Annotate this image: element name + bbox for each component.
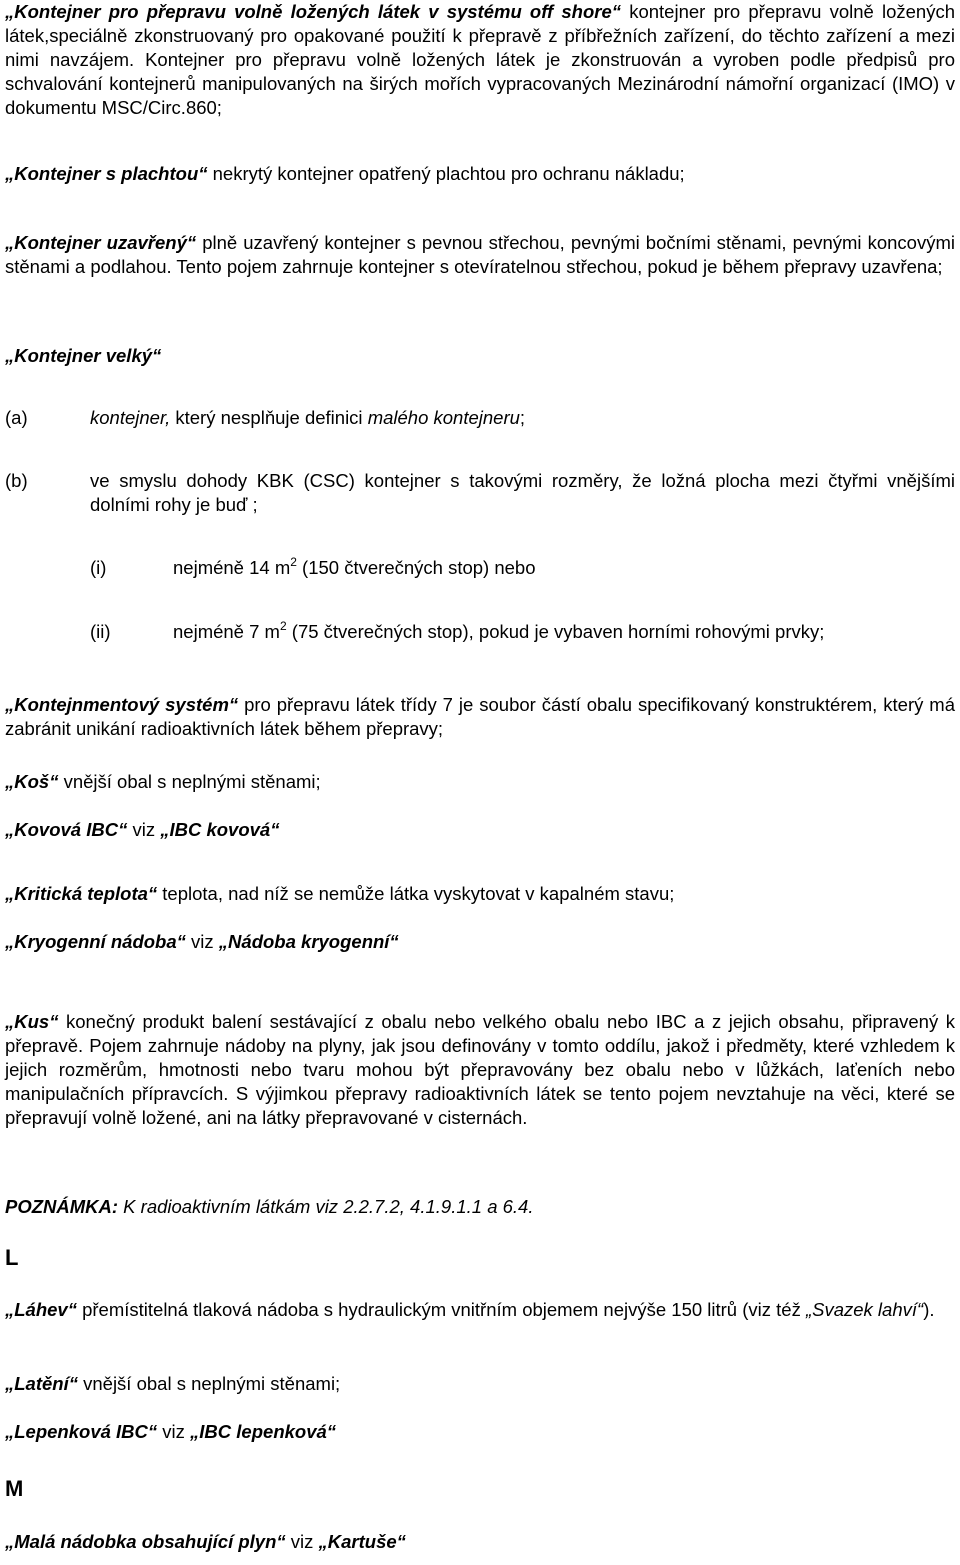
viz: viz <box>185 931 219 952</box>
note-text: K radioaktivním látkám viz 2.2.7.2, 4.1.9.1.1 a 6.4. <box>118 1196 534 1217</box>
term: „Lepenková IBC“ <box>5 1421 158 1442</box>
entry-kontejner-velky <box>5 344 955 368</box>
reference: „Kartuše“ <box>318 1531 406 1552</box>
definition: pro přepravu látek třídy 7 je soubor částí obalu specifikovaný konstruktérem, který má zabránit unikání radioaktivních látek během přepravy; <box>5 694 955 739</box>
entry-kus <box>5 1010 955 1130</box>
term: „Koš“ <box>5 771 59 792</box>
entry-kontejnmentovy-system <box>5 693 955 741</box>
reference: „Nádoba kryogenní“ <box>218 931 399 952</box>
definition: teplota, nad níž se nemůže látka vyskytovat v kapalném stavu; <box>157 883 675 904</box>
entry-lepenkova-ibc <box>5 1420 955 1444</box>
sub-item-ii <box>5 620 955 644</box>
list-text: ve smyslu dohody KBK (CSC) kontejner s takovými rozměry, že ložná plocha mezi čtyřmi vnějšími dolními rohy je buď ; <box>90 470 955 515</box>
viz: viz <box>127 819 161 840</box>
term: „Kontejner uzavřený“ <box>5 232 197 253</box>
sub-label: (i) <box>90 557 107 578</box>
term: „Kus“ <box>5 1011 59 1032</box>
reference: „IBC lepenková“ <box>190 1421 337 1442</box>
viz: viz <box>157 1421 191 1442</box>
term: „Malá nádobka obsahující plyn“ <box>5 1531 286 1552</box>
reference: „Svazek lahví“ <box>805 1299 924 1320</box>
section-letter-l: L <box>5 1245 19 1270</box>
entry-kontejner-plachta <box>5 162 955 186</box>
entry-mala-nadobka <box>5 1530 955 1554</box>
entry-kontejner-offshore <box>5 0 955 120</box>
term: „Kontejnmentový systém“ <box>5 694 239 715</box>
entry-kriticka-teplota <box>5 882 955 906</box>
viz: viz <box>285 1531 319 1552</box>
definition: vnější obal s neplnými stěnami; <box>58 771 321 792</box>
note <box>5 1195 955 1219</box>
definition: vnější obal s neplnými stěnami; <box>77 1373 341 1394</box>
sub-item-i <box>5 556 955 580</box>
definition: přemístitelná tlaková nádoba s hydraulickým vnitřním objemem nejvýše 150 litrů (viz též <box>76 1299 806 1320</box>
sub-text: nejméně 14 $m^2$ (150 čtverečných stop) nebo <box>173 555 536 578</box>
list-item-b <box>5 469 955 517</box>
entry-kontejner-uzavreny <box>5 231 955 279</box>
term: „Kontejner pro přepravu volně ložených látek v systému off shore“ <box>5 1 622 22</box>
definition: plně uzavřený kontejner s pevnou střechou, pevnými bočními stěnami, pevnými koncovými stěnami a podlahou. Tento pojem zahrnuje kontejner s otevíratelnou střechou, pokud je během přepravy uzavřena; <box>5 232 955 277</box>
definition: konečný produkt balení sestávající z obalu nebo velkého obalu nebo IBC a z jejich obsahu, připravený k přepravě. Pojem zahrnuje nádoby na plyny, jak jsou definovány v tomto oddílu, jakož i předměty, které vzhledem k jejich rozměrům, hmotnosti nebo tvaru mohou být přepravovány bez obalu nebo v lůžkách, laťeních nebo manipulačních přípravcích. S výjimkou přepravy radioaktivních látek se tento pojem nevztahuje na věci, které se přepravují volně ložené, ani na látky přepravované v cisternách. <box>5 1011 955 1128</box>
entry-kovova-ibc <box>5 818 955 842</box>
definition: kontejner pro přepravu volně ložených látek,speciálně zkonstruovaný pro opakované použití k přepravě z příbřežních zařízení, do těchto zařízení a mezi nimi navzájem. Kontejner pro přepravu volně ložených látek je zkonstruován a vyroben podle předpisů pro schvalování kontejnerů manipulovaných na širých mořích vypracovaných Mezinárodní námořní organizací (IMO) v dokumentu MSC/Circ.860; <box>5 1 955 118</box>
entry-kos <box>5 770 955 794</box>
sub-label: (ii) <box>90 621 111 642</box>
entry-kryogenni-nadoba <box>5 930 955 954</box>
list-label: (b) <box>5 470 28 491</box>
term: „Kovová IBC“ <box>5 819 128 840</box>
term: „Kritická teplota“ <box>5 883 158 904</box>
reference: „IBC kovová“ <box>160 819 280 840</box>
list-item-a <box>5 406 955 430</box>
list-label: (a) <box>5 407 28 428</box>
entry-lateni <box>5 1372 955 1396</box>
term: „Kontejner s plachtou“ <box>5 163 208 184</box>
entry-lahev: „Láhev“ přemístitelná tlaková nádoba s hydraulickým vnitřním objemem nejvýše 150 litrů (viz též „Svazek lahví“). <box>5 1299 935 1320</box>
term: „Kryogenní nádoba“ <box>5 931 186 952</box>
list-text: kontejner, který nesplňuje definici malého kontejneru; <box>90 407 526 428</box>
definition: nekrytý kontejner opatřený plachtou pro ochranu nákladu; <box>207 163 685 184</box>
term: „Kontejner velký“ <box>5 345 162 366</box>
term: „Latění“ <box>5 1373 78 1394</box>
note-label: POZNÁMKA: <box>5 1196 119 1217</box>
term: „Láhev“ <box>5 1299 77 1320</box>
section-letter-m: M <box>5 1476 24 1501</box>
sub-text: nejméně 7 $m^2$ (75 čtverečných stop), pokud je vybaven horními rohovými prvky; <box>173 619 825 642</box>
